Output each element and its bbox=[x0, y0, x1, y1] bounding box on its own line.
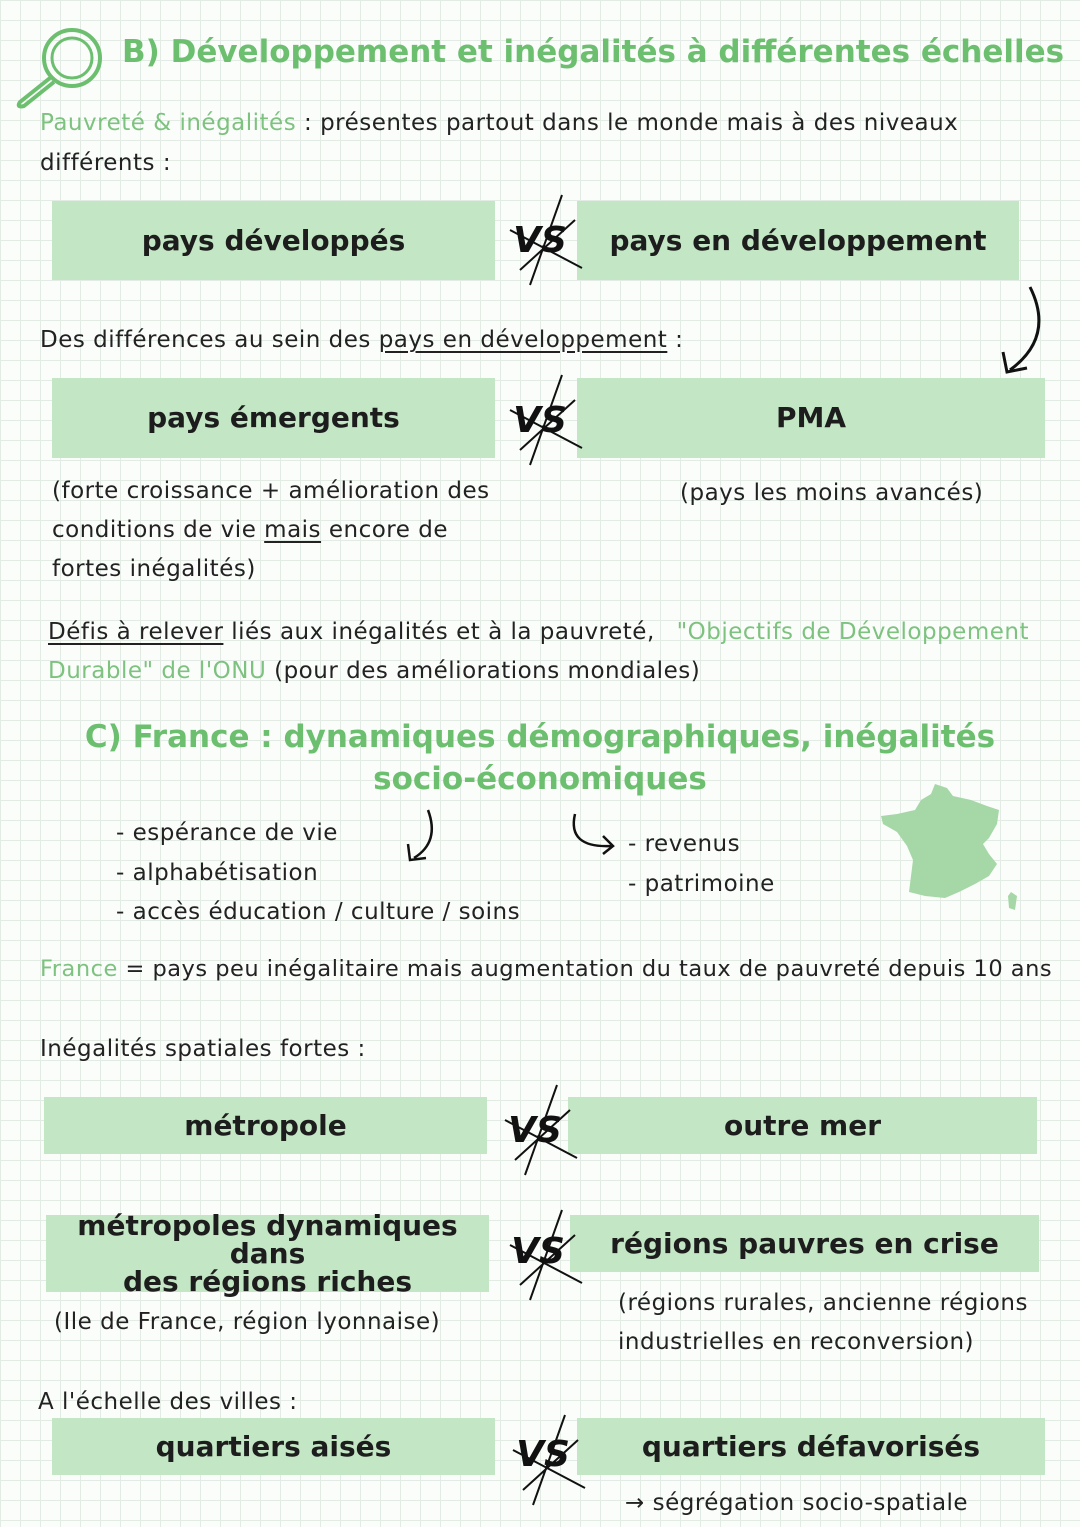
diff-prefix: Des différences au sein des bbox=[40, 327, 379, 353]
defis-quote-2: Durable" de l'ONU bbox=[48, 658, 267, 684]
box-pays-en-developpement: pays en développement bbox=[577, 201, 1019, 280]
diff-suffix: : bbox=[667, 327, 684, 353]
france-map-icon bbox=[875, 780, 1025, 920]
right-note-2: industrielles en reconversion) bbox=[618, 1329, 975, 1355]
vs-text: VS bbox=[508, 1110, 562, 1151]
list-right-item: - revenus bbox=[628, 831, 741, 857]
france-line bbox=[40, 956, 1052, 982]
vs-text: VS bbox=[511, 1231, 565, 1272]
magnifier-icon bbox=[12, 18, 107, 110]
vs-text: VS bbox=[513, 220, 567, 261]
emergents-note-2a: conditions de vie bbox=[52, 517, 265, 543]
intro-rest: : présentes partout dans le monde mais à des niveaux bbox=[296, 110, 959, 136]
arrow-down-icon bbox=[400, 806, 445, 866]
france-rest: = pays peu inégalitaire mais augmentation du taux de pauvreté depuis 10 ans bbox=[117, 956, 1053, 982]
box-regions-pauvres: régions pauvres en crise bbox=[570, 1215, 1039, 1272]
section-c-title-1: C) France : dynamiques démographiques, inégalités bbox=[84, 719, 996, 755]
intro-line-2: différents : bbox=[40, 150, 172, 176]
segregation-note: → ségrégation socio-spatiale bbox=[625, 1490, 969, 1516]
vs-icon bbox=[490, 1205, 590, 1305]
list-left bbox=[116, 814, 520, 933]
vs-text: VS bbox=[513, 400, 567, 441]
box-pma: PMA bbox=[577, 378, 1045, 458]
intro-term: Pauvreté & inégalités bbox=[40, 110, 297, 136]
france-term: France bbox=[40, 956, 118, 982]
box-metropoles-dynamiques bbox=[46, 1208, 489, 1298]
emergents-note-2b: mais bbox=[264, 517, 322, 543]
spatial-label: Inégalités spatiales fortes : bbox=[40, 1036, 366, 1062]
defis-rest: liés aux inégalités et à la pauvreté, bbox=[223, 619, 663, 645]
defis-line-2 bbox=[48, 658, 700, 684]
differences-line bbox=[40, 327, 683, 353]
vs-icon bbox=[493, 1410, 593, 1510]
list-right-item: - patrimoine bbox=[628, 870, 775, 897]
list-left-item: - espérance de vie bbox=[116, 820, 338, 846]
box-pays-emergents: pays émergents bbox=[52, 378, 495, 458]
section-b-title: B) Développement et inégalités à différentes échelles bbox=[122, 34, 1065, 70]
curved-arrow-icon bbox=[995, 282, 1060, 382]
box-quartiers-aises: quartiers aisés bbox=[52, 1418, 495, 1475]
defis-underlined: Défis à relever bbox=[48, 619, 224, 645]
list-left-item: - accès éducation / culture / soins bbox=[116, 899, 521, 925]
vs-icon bbox=[490, 190, 590, 290]
emergents-note-2 bbox=[52, 517, 448, 543]
box-metropoles-line-2: des régions riches bbox=[122, 1264, 413, 1298]
diff-underlined: pays en développement bbox=[378, 327, 668, 353]
right-note-1: (régions rurales, ancienne régions bbox=[618, 1290, 1028, 1316]
defis-quote-1: "Objectifs de Développement bbox=[676, 619, 1029, 645]
vs-text: VS bbox=[516, 1434, 570, 1475]
defis-line-1 bbox=[48, 619, 1029, 645]
intro-line-1 bbox=[40, 110, 958, 136]
defis-end: (pour des améliorations mondiales) bbox=[266, 658, 701, 684]
arrow-right-icon bbox=[565, 810, 625, 860]
box-pays-developpes: pays développés bbox=[52, 201, 495, 280]
section-c-title-2: socio-économiques bbox=[373, 761, 707, 797]
left-note: (Ile de France, région lyonnaise) bbox=[54, 1309, 441, 1335]
box-quartiers-defavorises: quartiers défavorisés bbox=[577, 1418, 1045, 1475]
emergents-note-2c: encore de bbox=[321, 517, 448, 543]
list-left-item: - alphabétisation bbox=[116, 859, 319, 886]
list-right bbox=[628, 825, 775, 904]
box-metropoles-line-1: métropoles dynamiques dans bbox=[77, 1208, 458, 1270]
emergents-note-1: (forte croissance + amélioration des bbox=[52, 478, 490, 504]
vs-icon bbox=[490, 370, 590, 470]
box-metropole: métropole bbox=[44, 1097, 487, 1154]
vs-icon bbox=[485, 1080, 585, 1180]
emergents-note-3: fortes inégalités) bbox=[52, 556, 256, 582]
box-outre-mer: outre mer bbox=[568, 1097, 1037, 1154]
villes-label: A l'échelle des villes : bbox=[38, 1389, 298, 1415]
pma-note: (pays les moins avancés) bbox=[680, 480, 984, 506]
